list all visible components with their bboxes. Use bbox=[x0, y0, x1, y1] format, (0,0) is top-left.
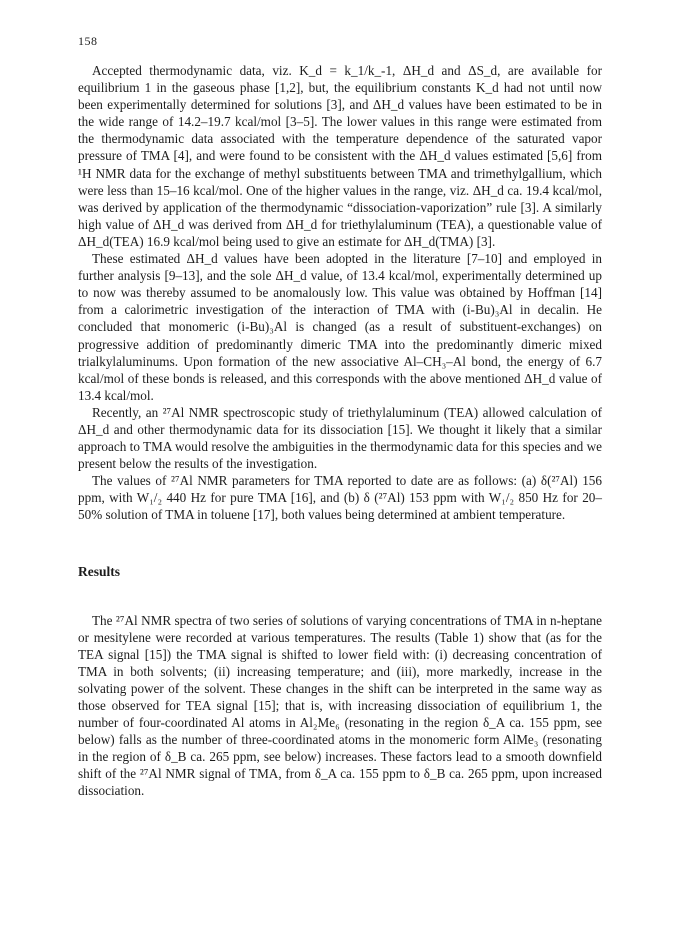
results-paragraph: The ²⁷Al NMR spectra of two series of solutions of varying concentrations of TMA in n-heptane or mesitylene were recorded at various temperatures. The results (Table 1) show that (as for the TEA signal [15]) the TMA signal is shifted to lower field with: (i) decreasing concentration of TMA in both solvents; (ii) increasing temperature; and (iii), more markedly, increase in the solvating power of the solvent. These changes in the shift can be interpreted in the same way as those observed for TEA signal [15]; that is, with increasing dissociation of equilibrium 1, the number of four-coordinated Al atoms in Al₂Me₆ (resonating in the region δ_A ca. 155 ppm, see below) falls as the number of three-coordinated atoms in the monomeric form AlMe₃ (resonating in the region of δ_B ca. 265 ppm, see below) increases. These factors lead to a smooth downfield shift of the ²⁷Al NMR signal of TMA, from δ_A ca. 155 ppm to δ_B ca. 265 ppm, upon increased dissociation. bbox=[78, 612, 602, 799]
intro-paragraph-4: The values of ²⁷Al NMR parameters for TMA reported to date are as follows: (a) δ(²⁷Al) 156 ppm, with W₁/₂ 440 Hz for pure TMA [16], and (b) δ (²⁷Al) 153 ppm with W₁/₂ 850 Hz for 20–50% solution of TMA in toluene [17], both values being determined at ambient temperature. bbox=[78, 473, 602, 523]
intro-paragraph-1: Accepted thermodynamic data, viz. K_d = k_1/k_-1, ΔH_d and ΔS_d, are available for equilibrium 1 in the gaseous phase [1,2], but, the equilibrium constants K_d had not until now been experimentally determined for solutions [3], and ΔH_d values have been estimated to be in the wide range of 14.2–19.7 kcal/mol [3–5]. The lower values in this range were estimated from the thermodynamic data associated with the temperature dependence of the saturated vapor pressure of TMA [4], and were found to be consistent with the ΔH_d values estimated [5,6] from ¹H NMR data for the exchange of methyl substituents between TMA and trimethylgallium, which were less than 15–16 kcal/mol. One of the higher values in the range, viz. ΔH_d ca. 19.4 kcal/mol, was derived by application of the thermodynamic “dissociation-vaporization” rule [3]. A similarly high value of ΔH_d was derived from ΔH_d for triethylaluminum (TEA), a questionable value of ΔH_d(TEA) 16.9 kcal/mol being used to give an estimate for ΔH_d(TMA) [3]. bbox=[78, 63, 602, 249]
intro-paragraph-2: These estimated ΔH_d values have been adopted in the literature [7–10] and employed in further analysis [9–13], and the sole ΔH_d value, of 13.4 kcal/mol, experimentally determined up to now was thereby assumed to be anomalously low. This value was obtained by Hoffman [14] from a calorimetric investigation of the interaction of TMA with (i-Bu)₃Al in decalin. He concluded that monomeric (i-Bu)₃Al is changed (as a result of substituent-exchanges) on progressive addition of predominantly dimeric TMA into the predominantly dimeric mixed trialkylaluminums. Upon formation of the new associative Al–CH₃–Al bond, the energy of 6.7 kcal/mol of these bonds is released, and this corresponds with the above mentioned ΔH_d value of 13.4 kcal/mol. bbox=[78, 251, 602, 403]
section-heading-results: Results bbox=[78, 563, 121, 579]
article-body bbox=[78, 62, 602, 800]
intro-paragraph-3: Recently, an ²⁷Al NMR spectroscopic study of triethylaluminum (TEA) allowed calculation of ΔH_d and other thermodynamic data for its dissociation [15]. We thought it likely that a similar approach to TMA would resolve the ambiguities in the thermodynamic data for this species and we present below the results of the investigation. bbox=[78, 404, 602, 472]
page-number: 158 bbox=[78, 34, 98, 48]
